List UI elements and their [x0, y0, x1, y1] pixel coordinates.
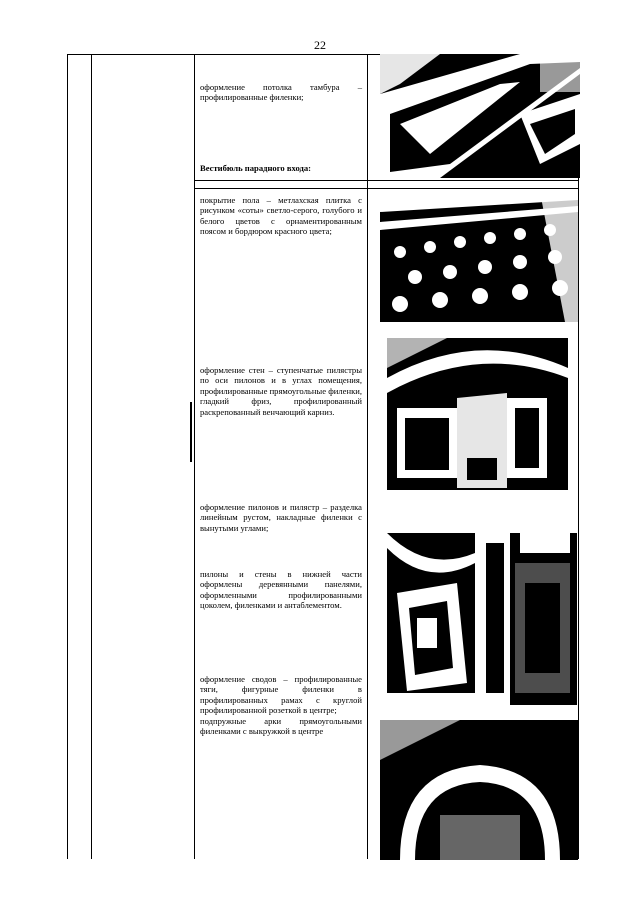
floor-text: покрытие пола – метлахская плитка с рисунком «соты» светло-серого, голубого и белого цветов с орнаментированным поясом и бордюром красного цвета; [200, 195, 362, 237]
floor-tile-photo [380, 192, 578, 322]
row-border-2 [194, 188, 578, 189]
walls-text: оформление стен – ступенчатые пилястры по оси пилонов и в углах помещения, профилированные прямоугольные филенки, гладкий фриз, профилированный раскрепованный венчающий карниз. [200, 365, 362, 417]
col-border-4 [367, 54, 368, 859]
col-border-3 [194, 54, 195, 859]
page-number: 22 [314, 38, 326, 52]
margin-mark [190, 402, 192, 462]
ceiling-text: оформление потолка тамбура – профилированные филенки; [200, 82, 362, 103]
col-border-2 [91, 54, 92, 859]
pylons-text: оформление пилонов и пилястр – разделка линейным рустом, накладные филенки с вынутыми углами; [200, 502, 362, 533]
panels-text: пилоны и стены в нижней части оформлены деревянными панелями, оформленными профилированными цоколем, филенками и антаблементом. [200, 569, 362, 611]
row-border-1 [194, 180, 578, 181]
vaults-text: оформление сводов – профилированные тяги, фигурные филенки в профилированных рамах с круглой профилированной розеткой в центре; подпружные арки прямоугольными филенками с выкружкой в центре [200, 674, 362, 737]
col-border-1 [67, 54, 68, 859]
ceiling-vestibule-photo [380, 54, 580, 178]
vault-arch-photo [380, 720, 578, 860]
pylon-left-photo [387, 533, 475, 693]
pylon-right-photo [480, 533, 577, 705]
walls-pilasters-photo [387, 338, 568, 490]
section-heading: Вестибюль парадного входа: [200, 163, 312, 173]
